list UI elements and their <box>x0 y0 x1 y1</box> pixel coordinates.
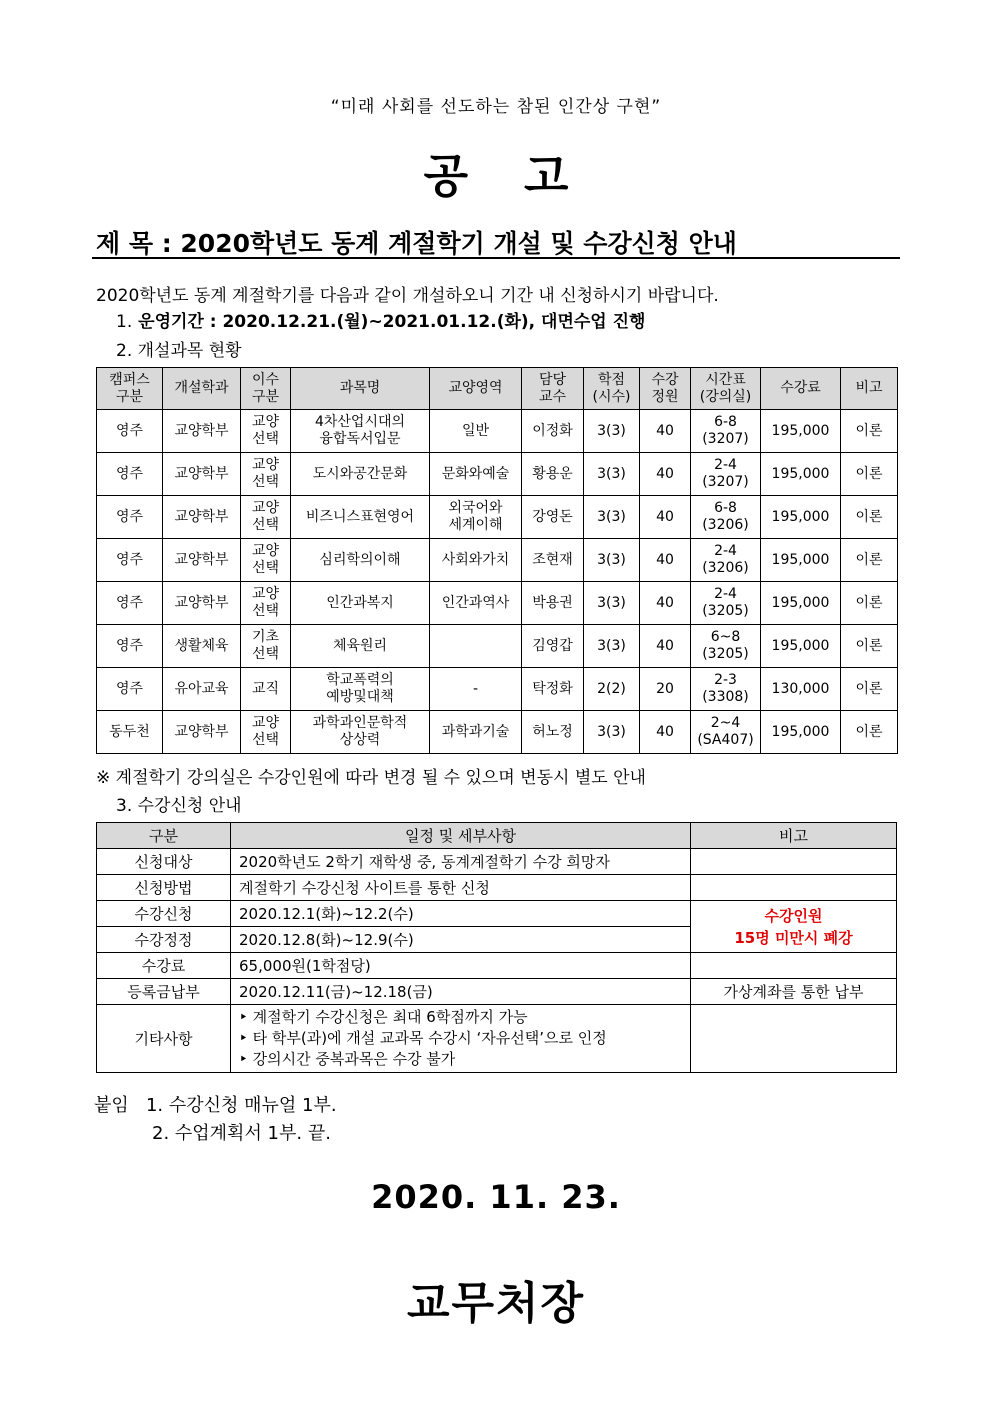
table-row <box>97 711 898 754</box>
course-cell: 사회와가치 <box>430 539 522 582</box>
course-cell: 영주 <box>97 453 163 496</box>
course-header-cell: 캠퍼스 구분 <box>97 368 163 410</box>
course-cell: 황용운 <box>522 453 584 496</box>
course-cell: 영주 <box>97 496 163 539</box>
motto: “미래 사회를 선도하는 참된 인간상 구현” <box>330 97 662 117</box>
course-cell: 인간과역사 <box>430 582 522 625</box>
table-row <box>97 901 897 927</box>
course-cell: 교양 선택 <box>241 496 291 539</box>
course-cell: 3(3) <box>584 539 640 582</box>
course-header-cell: 과목명 <box>291 368 430 410</box>
course-cell: 40 <box>640 410 691 453</box>
detail-cell: 계절학기 수강신청 사이트를 통한 신청 <box>231 875 691 901</box>
course-cell: 일반 <box>430 410 522 453</box>
notice-title <box>0 140 992 206</box>
course-cell: 영주 <box>97 539 163 582</box>
course-cell: 도시와공간문화 <box>291 453 430 496</box>
notice-title-char-1: 공 <box>423 149 468 203</box>
course-cell: 2(2) <box>584 668 640 711</box>
category-cell: 수강정정 <box>97 927 231 953</box>
course-cell: 심리학의이해 <box>291 539 430 582</box>
course-cell: 195,000 <box>761 625 841 668</box>
category-cell: 신청방법 <box>97 875 231 901</box>
attachment-item: 2. 수업계획서 1부. 끝. <box>152 1123 331 1144</box>
course-cell: 3(3) <box>584 410 640 453</box>
course-cell: 박용권 <box>522 582 584 625</box>
course-cell: 기초 선택 <box>241 625 291 668</box>
course-cell: 195,000 <box>761 496 841 539</box>
course-cell: 20 <box>640 668 691 711</box>
course-cell: 영주 <box>97 410 163 453</box>
attachments <box>94 1092 337 1148</box>
course-cell: 허노정 <box>522 711 584 754</box>
detail-cell: 2020.12.1(화)~12.2(수) <box>231 901 691 927</box>
category-cell: 수강료 <box>97 953 231 979</box>
course-header-cell: 교양영역 <box>430 368 522 410</box>
operation-period-text: 운영기간 : 2020.12.21.(월)~2021.01.12.(화), 대면수업 진행 <box>138 312 646 332</box>
course-header-cell: 개설학과 <box>163 368 241 410</box>
course-cell: 이론 <box>841 711 898 754</box>
course-cell: 과학과인문학적 상상력 <box>291 711 430 754</box>
course-cell: 195,000 <box>761 582 841 625</box>
operation-period-number: 1. <box>116 312 133 332</box>
table-row <box>97 849 897 875</box>
subject-divider <box>92 257 900 259</box>
classroom-note: ※ 계절학기 강의실은 수강인원에 따라 변경 될 수 있으며 변동시 별도 안내 <box>96 768 646 788</box>
course-cell: 조현재 <box>522 539 584 582</box>
course-cell: 탁정화 <box>522 668 584 711</box>
subject-title: 제 목 : 2020학년도 동계 계절학기 개설 및 수강신청 안내 <box>96 229 737 258</box>
remark-cell <box>691 953 897 979</box>
attachments-label: 붙임 <box>94 1095 129 1116</box>
course-cell: 강영돈 <box>522 496 584 539</box>
course-cell: 195,000 <box>761 453 841 496</box>
course-cell: 195,000 <box>761 711 841 754</box>
course-cell: 이론 <box>841 410 898 453</box>
category-cell: 등록금납부 <box>97 979 231 1005</box>
category-cell: 기타사항 <box>97 1005 231 1073</box>
course-cell: 6-8 (3206) <box>691 496 761 539</box>
detail-cell: 2020학년도 2학기 재학생 중, 동계계절학기 수강 희망자 <box>231 849 691 875</box>
table-row <box>97 410 898 453</box>
course-cell: 영주 <box>97 582 163 625</box>
table-row <box>97 875 897 901</box>
course-cell: 교양 선택 <box>241 453 291 496</box>
course-cell: 교양 선택 <box>241 711 291 754</box>
detail-cell: 2020.12.8(화)~12.9(수) <box>231 927 691 953</box>
course-table <box>96 367 898 754</box>
registration-heading: 3. 수강신청 안내 <box>116 796 242 816</box>
table-row <box>97 582 898 625</box>
course-cell: 교직 <box>241 668 291 711</box>
course-cell: 비즈니스표현영어 <box>291 496 430 539</box>
course-cell: 이론 <box>841 625 898 668</box>
table-row <box>97 496 898 539</box>
course-cell: 영주 <box>97 668 163 711</box>
remark-cell: 가상계좌를 통한 납부 <box>691 979 897 1005</box>
course-header-cell: 시간표 (강의실) <box>691 368 761 410</box>
operation-period <box>116 307 645 332</box>
course-cell: 3(3) <box>584 496 640 539</box>
course-cell: 과학과기술 <box>430 711 522 754</box>
misc-item: ‣ 강의시간 중복과목은 수강 불가 <box>239 1050 456 1068</box>
remark-cell <box>691 1005 897 1073</box>
course-cell: 6~8 (3205) <box>691 625 761 668</box>
course-cell: 교양학부 <box>163 711 241 754</box>
course-cell: 40 <box>640 711 691 754</box>
category-cell: 수강신청 <box>97 901 231 927</box>
course-table-header <box>97 368 898 410</box>
course-cell: 40 <box>640 453 691 496</box>
detail-cell: 65,000원(1학점당) <box>231 953 691 979</box>
course-cell: 유아교육 <box>163 668 241 711</box>
table-row <box>97 979 897 1005</box>
course-cell: 3(3) <box>584 582 640 625</box>
course-cell: 학교폭력의 예방및대책 <box>291 668 430 711</box>
course-cell: 문화와예술 <box>430 453 522 496</box>
courses-heading: 2. 개설과목 현황 <box>116 341 242 361</box>
course-cell: 교양학부 <box>163 582 241 625</box>
course-cell <box>430 625 522 668</box>
course-cell: 교양학부 <box>163 453 241 496</box>
course-cell: 체육원리 <box>291 625 430 668</box>
course-cell: 교양학부 <box>163 410 241 453</box>
table-row <box>97 453 898 496</box>
detail-cell: 2020.12.11(금)~12.18(금) <box>231 979 691 1005</box>
course-header-cell: 비고 <box>841 368 898 410</box>
course-cell: 외국어와 세계이해 <box>430 496 522 539</box>
course-header-cell: 담당 교수 <box>522 368 584 410</box>
registration-table <box>96 822 897 1073</box>
course-cell: 130,000 <box>761 668 841 711</box>
header-details: 일정 및 세부사항 <box>231 823 691 849</box>
course-cell: 교양 선택 <box>241 539 291 582</box>
cancellation-note: 수강인원 15명 미만시 폐강 <box>691 901 897 953</box>
course-cell: 이론 <box>841 539 898 582</box>
remark-cell <box>691 875 897 901</box>
course-cell: 40 <box>640 625 691 668</box>
table-row <box>97 953 897 979</box>
detail-cell <box>231 1005 691 1073</box>
course-cell: 교양학부 <box>163 539 241 582</box>
course-cell: 이정화 <box>522 410 584 453</box>
signer: 교무처장 <box>406 1278 585 1329</box>
course-cell: 40 <box>640 496 691 539</box>
course-cell: 2-4 (3206) <box>691 539 761 582</box>
notice-date: 2020. 11. 23. <box>371 1178 621 1216</box>
table-row <box>97 539 898 582</box>
intro-text: 2020학년도 동계 계절학기를 다음과 같이 개설하오니 기간 내 신청하시기 바랍니다. <box>96 286 719 306</box>
course-cell: 교양 선택 <box>241 582 291 625</box>
course-cell: 40 <box>640 582 691 625</box>
course-cell: 3(3) <box>584 711 640 754</box>
course-cell: 2-3 (3308) <box>691 668 761 711</box>
course-cell: 이론 <box>841 668 898 711</box>
remark-cell <box>691 849 897 875</box>
table-row <box>97 668 898 711</box>
course-cell: 이론 <box>841 453 898 496</box>
course-cell: 3(3) <box>584 625 640 668</box>
registration-table-header <box>97 823 897 849</box>
course-cell: 이론 <box>841 496 898 539</box>
course-cell: 2-4 (3207) <box>691 453 761 496</box>
course-cell: 인간과복지 <box>291 582 430 625</box>
category-cell: 신청대상 <box>97 849 231 875</box>
course-cell: 김영갑 <box>522 625 584 668</box>
course-cell: 195,000 <box>761 539 841 582</box>
misc-item: ‣ 타 학부(과)에 개설 교과목 수강시 ‘자유선택’으로 인정 <box>239 1029 607 1047</box>
header-category: 구분 <box>97 823 231 849</box>
attachment-item: 1. 수강신청 매뉴얼 1부. <box>145 1095 337 1116</box>
course-cell: 동두천 <box>97 711 163 754</box>
course-cell: 생활체육 <box>163 625 241 668</box>
notice-title-char-2: 고 <box>524 149 569 203</box>
course-cell: 40 <box>640 539 691 582</box>
course-header-cell: 학점 (시수) <box>584 368 640 410</box>
course-cell: 195,000 <box>761 410 841 453</box>
course-cell: 영주 <box>97 625 163 668</box>
course-cell: 이론 <box>841 582 898 625</box>
course-cell: 4차산업시대의 융합독서입문 <box>291 410 430 453</box>
course-cell: 교양학부 <box>163 496 241 539</box>
course-cell: 2~4 (SA407) <box>691 711 761 754</box>
misc-item: ‣ 계절학기 수강신청은 최대 6학점까지 가능 <box>239 1008 528 1026</box>
table-row <box>97 1005 897 1073</box>
header-remarks: 비고 <box>691 823 897 849</box>
course-header-cell: 수강료 <box>761 368 841 410</box>
course-cell: 2-4 (3205) <box>691 582 761 625</box>
course-cell: 6-8 (3207) <box>691 410 761 453</box>
course-cell: 3(3) <box>584 453 640 496</box>
table-row <box>97 625 898 668</box>
course-header-cell: 이수 구분 <box>241 368 291 410</box>
course-cell: 교양 선택 <box>241 410 291 453</box>
course-header-cell: 수강 정원 <box>640 368 691 410</box>
course-cell: - <box>430 668 522 711</box>
